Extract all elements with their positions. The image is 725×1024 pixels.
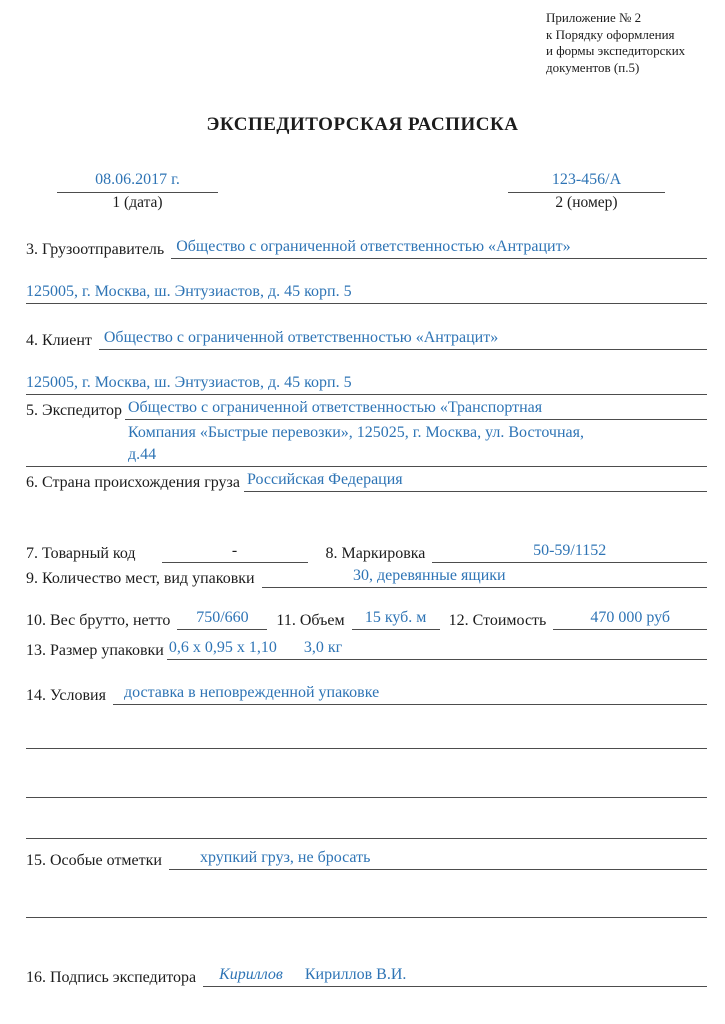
field-product-code-marking <box>26 541 707 563</box>
shipper-label: 3. Грузоотправитель <box>26 241 165 258</box>
field-signature <box>26 965 707 987</box>
cost-value: 470 000 руб <box>553 609 707 630</box>
header-note <box>546 10 685 76</box>
conditions-value: доставка в неповрежденной упаковке <box>113 684 707 705</box>
conditions-label: 14. Условия <box>26 687 106 704</box>
signature-handwritten: Кириллов <box>219 966 283 983</box>
origin-country-label: 6. Страна происхождения груза <box>26 474 240 491</box>
blank-rule-line <box>26 726 707 749</box>
date-caption: 1 (дата) <box>112 194 163 211</box>
forwarder-line3-row <box>26 445 707 467</box>
weight-value: 750/660 <box>177 609 267 630</box>
forwarder-label: 5. Экспедитор <box>26 402 122 419</box>
client-label: 4. Клиент <box>26 332 92 349</box>
shipper-address-value: 125005, г. Москва, ш. Энтузиастов, д. 45 корп. 5 <box>26 283 707 304</box>
special-notes-label: 15. Особые отметки <box>26 852 162 869</box>
field-client-address <box>26 373 707 395</box>
field-origin-country <box>26 470 707 492</box>
cost-label: 12. Стоимость <box>448 612 547 629</box>
package-size-weight: 3,0 кг <box>303 639 343 656</box>
blank-rule-line <box>26 816 707 839</box>
weight-label: 10. Вес брутто, нетто <box>26 612 171 629</box>
blank-rule-line <box>26 895 707 918</box>
client-value: Общество с ограниченной ответственностью «Антрацит» <box>99 329 707 350</box>
field-special-notes <box>26 848 707 870</box>
date-block <box>57 171 218 212</box>
product-code-value: - <box>162 542 308 563</box>
packages-label: 9. Количество мест, вид упаковки <box>26 570 255 587</box>
field-package-size <box>26 638 707 660</box>
forwarder-value-line1: Общество с ограниченной ответственностью «Транспортная <box>125 399 707 420</box>
number-caption: 2 (номер) <box>555 194 618 211</box>
header-note-line: и формы экспедиторских <box>546 43 686 58</box>
signature-value <box>203 966 707 987</box>
origin-country-value: Российская Федерация <box>244 471 707 492</box>
shipper-value: Общество с ограниченной ответственностью «Антрацит» <box>171 238 707 259</box>
packages-value: 30, деревянные ящики <box>262 567 707 588</box>
blank-rule-line <box>26 775 707 798</box>
field-shipper-address <box>26 282 707 304</box>
forwarder-value-line2: Компания «Быстрые перевозки», 125025, г. Москва, ул. Восточная, <box>128 424 584 441</box>
page-title: ЭКСПЕДИТОРСКАЯ РАСПИСКА <box>206 114 519 135</box>
volume-label: 11. Объем <box>276 612 345 629</box>
field-forwarder <box>26 398 707 420</box>
marking-value: 50-59/1152 <box>432 542 707 563</box>
signature-label: 16. Подпись экспедитора <box>26 969 197 986</box>
number-block <box>508 171 665 212</box>
product-code-label: 7. Товарный код <box>26 545 136 562</box>
package-size-dimensions: 0,6 х 0,95 х 1,10 <box>168 639 277 656</box>
number-value: 123-456/А <box>508 171 665 193</box>
signature-name: Кириллов В.И. <box>304 966 407 983</box>
header-note-line: Приложение № 2 <box>546 10 642 25</box>
field-packages <box>26 566 707 588</box>
marking-label: 8. Маркировка <box>325 545 426 562</box>
field-conditions <box>26 683 707 705</box>
header-note-line: документов (п.5) <box>546 59 640 75</box>
field-shipper <box>26 237 707 259</box>
forwarder-value-line3: д.44 <box>26 446 707 467</box>
header-note-line: к Порядку оформления <box>546 26 675 42</box>
field-client <box>26 328 707 350</box>
field-weight-volume-cost <box>26 608 707 630</box>
date-value: 08.06.2017 г. <box>57 171 218 193</box>
package-size-value <box>167 639 707 660</box>
client-address-value: 125005, г. Москва, ш. Энтузиастов, д. 45 корп. 5 <box>26 374 707 395</box>
special-notes-value: хрупкий груз, не бросать <box>169 849 707 870</box>
volume-value: 15 куб. м <box>352 609 440 630</box>
package-size-label: 13. Размер упаковки <box>26 642 164 659</box>
